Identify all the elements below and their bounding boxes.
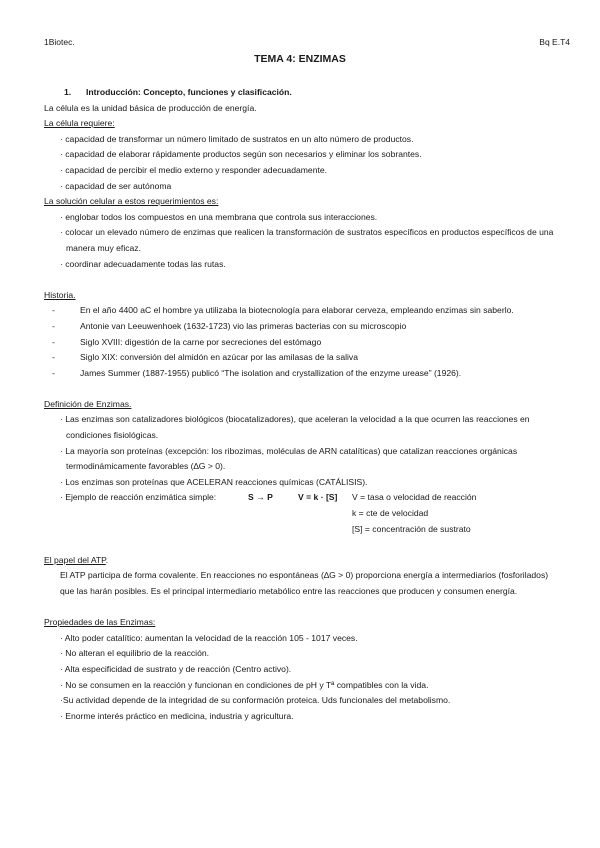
legend-row bbox=[44, 522, 564, 538]
solution-heading: La solución celular a estos requerimientos es: bbox=[44, 196, 219, 207]
header-right: Bq E.T4 bbox=[539, 37, 570, 47]
legend-item: [S] = concentración de sustrato bbox=[352, 523, 471, 534]
history-item: - James Summer (1887-1955) publicó “The isolation and crystallization of the enzyme urease” (1926). bbox=[52, 367, 462, 378]
definition-heading: Definición de Enzimas. bbox=[44, 398, 132, 409]
atp-heading-row bbox=[44, 553, 564, 569]
definition-item: · La mayoría son proteínas (excepción: los ribozimas, moléculas de ARN catalíticas) que catalizan reacciones orgánicas termodinámicamente favorables (∆G > 0). bbox=[60, 445, 518, 472]
property-item: · Alto poder catalítico: aumentan la velocidad de la reacción 105 - 1017 veces. bbox=[60, 632, 358, 643]
atp-heading-suffix: . bbox=[105, 554, 109, 565]
solution-item: · colocar un elevado número de enzimas que realicen la transformación de sustratos específicos en productos específicos de una manera muy eficaz. bbox=[60, 227, 554, 253]
requires-item: · capacidad de transformar un número limitado de sustratos en un alto número de productos. bbox=[60, 133, 414, 144]
property-item: · Alta especificidad de sustrato y de reacción (Centro activo). bbox=[60, 663, 292, 674]
requires-item: · capacidad de percibir el medio externo y responder adecuadamente. bbox=[60, 164, 328, 175]
history-item: - En el año 4400 aC el hombre ya utilizaba la biotecnología para elaborar cerveza, empleando enzimas sin saberlo. bbox=[52, 305, 514, 316]
properties-heading: Propiedades de las Enzimas: bbox=[44, 617, 156, 628]
intro-heading: Introducción: Concepto, funciones y clasificación. bbox=[86, 87, 292, 97]
history-item: - Siglo XVIII: digestión de la carne por secreciones del estómago bbox=[52, 336, 322, 347]
history-item-text: Antonie van Leeuwenhoek (1632-1723) vio las primeras bacterias con su microscopio bbox=[80, 320, 407, 331]
history-item-text: James Summer (1887-1955) publicó “The isolation and crystallization of the enzyme urease” (1926). bbox=[80, 367, 462, 378]
solution-item: · englobar todos los compuestos en una membrana que controla sus interacciones. bbox=[60, 211, 378, 222]
intro-heading-row bbox=[44, 85, 564, 101]
property-item: · No se consumen en la reacción y funcionan en condiciones de pH y Tª compatibles con la vida. bbox=[60, 679, 429, 690]
definition-item: · Las enzimas son catalizadores biológicos (biocatalizadores), que aceleran la velocidad a la que ocurren las reacciones en condiciones fisiológicas. bbox=[60, 414, 530, 441]
history-item: - Antonie van Leeuwenhoek (1632-1723) vio las primeras bacterias con su microscopio bbox=[52, 320, 407, 331]
example-reaction: S → P bbox=[248, 492, 273, 503]
history-heading: Historia. bbox=[44, 289, 76, 300]
page-title: TEMA 4: ENZIMAS bbox=[254, 53, 346, 65]
example-formula: V = k · [S] bbox=[298, 492, 338, 503]
property-item: · No alteran el equilibrio de la reacción. bbox=[60, 648, 210, 659]
history-item-text: Siglo XVIII: digestión de la carne por secreciones del estómago bbox=[80, 336, 322, 347]
intro-line: La célula es la unidad básica de producción de energía. bbox=[44, 102, 257, 113]
example-label: · Ejemplo de reacción enzimática simple: bbox=[60, 492, 217, 503]
history-item-text: Siglo XIX: conversión del almidón en azúcar por las amilasas de la saliva bbox=[80, 352, 359, 363]
legend-item: V = tasa o velocidad de reacción bbox=[352, 492, 477, 503]
history-item: - Siglo XIX: conversión del almidón en azúcar por las amilasas de la saliva bbox=[52, 352, 359, 363]
atp-heading: El papel del ATP bbox=[44, 554, 106, 565]
property-item: ·Su actividad depende de la integridad de su conformación proteica. Uds funcionales del metabolismo. bbox=[60, 695, 451, 706]
atp-text: El ATP participa de forma covalente. En reacciones no espontáneas (∆G > 0) proporciona energía a intermediarios (fosforilados) que las harán posibles. Es el principal intermediario metabólico entre las reacciones que producen y consumen energía. bbox=[60, 570, 549, 596]
requires-heading: La célula requiere: bbox=[44, 118, 115, 129]
requires-item: · capacidad de elaborar rápidamente productos según son necesarios y eliminar los sobrantes. bbox=[60, 149, 422, 160]
definition-item: · Los enzimas son proteínas que ACELERAN reacciones químicas (CATÁLISIS). bbox=[60, 476, 368, 487]
property-item: · Enorme interés práctico en medicina, industria y agricultura. bbox=[60, 710, 294, 721]
history-item-text: En el año 4400 aC el hombre ya utilizaba la biotecnología para elaborar cerveza, empleando enzimas sin saberlo. bbox=[80, 305, 514, 316]
header-left: 1Biotec. bbox=[44, 37, 75, 47]
document-body bbox=[44, 85, 564, 724]
intro-number: 1. bbox=[64, 87, 72, 97]
example-row bbox=[44, 490, 564, 506]
solution-item: · coordinar adecuadamente todas las rutas. bbox=[60, 258, 226, 269]
legend-item: k = cte de velocidad bbox=[352, 508, 429, 519]
legend-row bbox=[44, 506, 564, 522]
requires-item: · capacidad de ser autónoma bbox=[60, 180, 172, 191]
